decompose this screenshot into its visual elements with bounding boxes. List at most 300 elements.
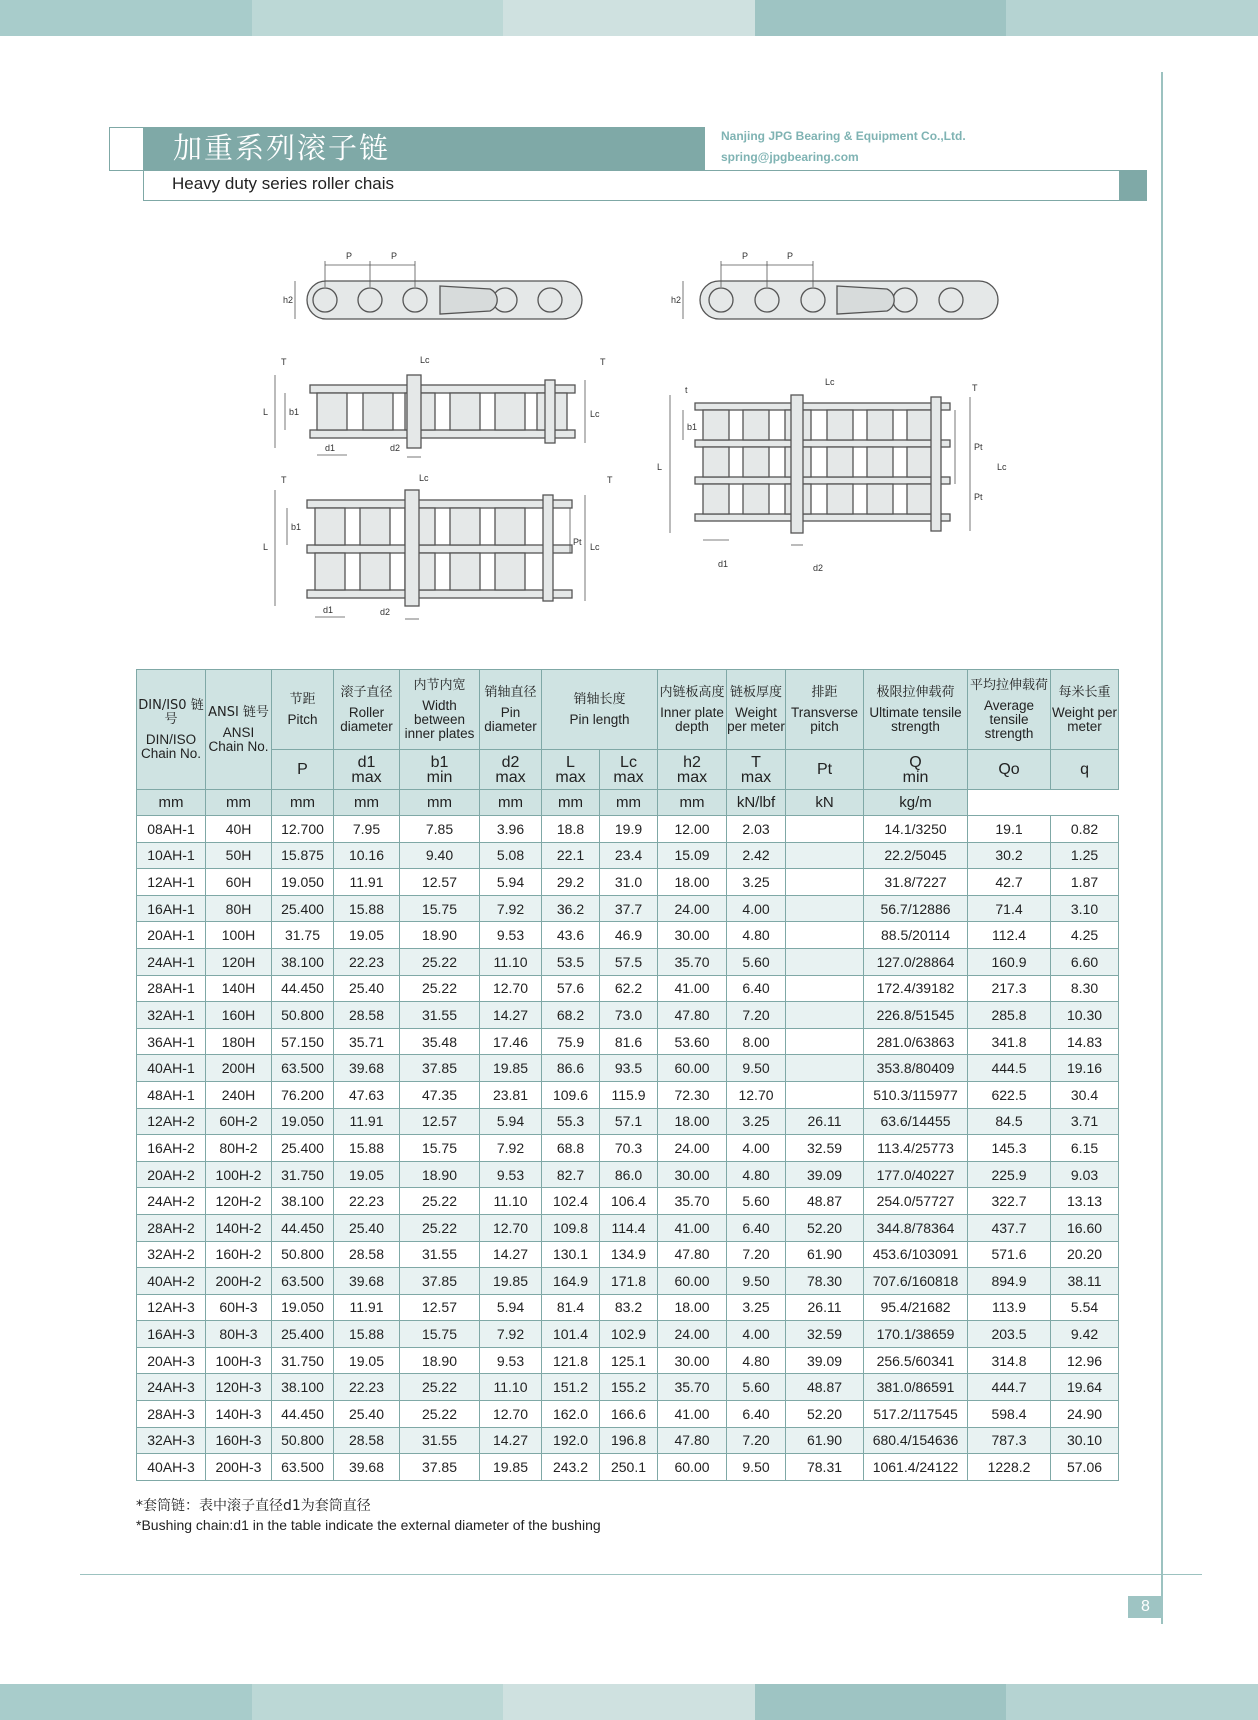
- dim-label-p: P: [346, 251, 353, 261]
- table-cell: 68.2: [542, 1002, 600, 1029]
- table-cell: 256.5/60341: [864, 1347, 968, 1374]
- header-weight: 每米长重 Weight per meter: [1051, 670, 1119, 750]
- dim-label-p-3: P: [742, 251, 749, 261]
- table-cell: 35.70: [658, 1188, 727, 1215]
- table-cell: 28AH-3: [137, 1401, 206, 1428]
- table-cell: 24AH-3: [137, 1374, 206, 1401]
- right-margin-line: [1161, 72, 1163, 1624]
- table-cell: 35.70: [658, 948, 727, 975]
- table-cell: 13.13: [1051, 1188, 1119, 1215]
- table-cell: 8.00: [727, 1028, 786, 1055]
- table-cell: 2.42: [727, 842, 786, 869]
- table-cell: 16AH-3: [137, 1321, 206, 1348]
- table-cell: 32AH-3: [137, 1427, 206, 1454]
- table-cell: 203.5: [968, 1321, 1051, 1348]
- table-cell: 166.6: [600, 1401, 658, 1428]
- sym-lc: Lc max: [600, 750, 658, 790]
- table-row: [137, 1188, 1119, 1215]
- table-cell: 172.4/39182: [864, 975, 968, 1002]
- table-cell: 48.87: [786, 1188, 864, 1215]
- table-cell: 25.22: [400, 1374, 480, 1401]
- table-cell: 29.2: [542, 869, 600, 896]
- table-cell: 22.23: [334, 1374, 400, 1401]
- table-cell: 240H: [206, 1081, 272, 1108]
- dim-label-d2-2: d2: [380, 607, 391, 617]
- table-cell: 47.80: [658, 1427, 727, 1454]
- table-cell: 24.90: [1051, 1401, 1119, 1428]
- table-cell: 31.8/7227: [864, 869, 968, 896]
- table-cell: 50.800: [272, 1002, 334, 1029]
- table-cell: 52.20: [786, 1401, 864, 1428]
- table-cell: 9.03: [1051, 1161, 1119, 1188]
- table-cell: 1.25: [1051, 842, 1119, 869]
- table-cell: 41.00: [658, 1401, 727, 1428]
- table-cell: 82.7: [542, 1161, 600, 1188]
- table-cell: [786, 895, 864, 922]
- table-cell: 30.2: [968, 842, 1051, 869]
- table-cell: 517.2/117545: [864, 1401, 968, 1428]
- bottom-color-band: [0, 1684, 1258, 1720]
- dim-label-l: L: [263, 407, 269, 417]
- dim-label-lc: Lc: [420, 355, 430, 365]
- table-cell: 571.6: [968, 1241, 1051, 1268]
- table-cell: 25.40: [334, 975, 400, 1002]
- table-cell: 4.80: [727, 922, 786, 949]
- table-row: [137, 975, 1119, 1002]
- table-row: [137, 1454, 1119, 1481]
- table-cell: 19.85: [480, 1268, 542, 1295]
- table-cell: 31.750: [272, 1347, 334, 1374]
- table-cell: 100H-3: [206, 1347, 272, 1374]
- dim-label-b1: b1: [289, 407, 300, 417]
- table-cell: 57.6: [542, 975, 600, 1002]
- table-cell: 40AH-1: [137, 1055, 206, 1082]
- table-cell: 598.4: [968, 1401, 1051, 1428]
- table-cell: 22.2/5045: [864, 842, 968, 869]
- table-cell: 72.30: [658, 1081, 727, 1108]
- sym-p: P: [272, 750, 334, 790]
- dim-label-t-3: T: [281, 475, 287, 485]
- table-cell: 20AH-2: [137, 1161, 206, 1188]
- table-cell: 9.50: [727, 1268, 786, 1295]
- table-cell: 5.94: [480, 1108, 542, 1135]
- table-cell: 510.3/115977: [864, 1081, 968, 1108]
- top-view-simplex: [310, 375, 575, 448]
- table-cell: 48AH-1: [137, 1081, 206, 1108]
- table-cell: 1061.4/24122: [864, 1454, 968, 1481]
- table-cell: 39.09: [786, 1347, 864, 1374]
- table-cell: 12AH-3: [137, 1294, 206, 1321]
- table-cell: 24.00: [658, 895, 727, 922]
- table-cell: 3.71: [1051, 1108, 1119, 1135]
- dim-label-d1-2: d1: [323, 605, 334, 615]
- table-row: [137, 895, 1119, 922]
- title-frame: [109, 127, 143, 171]
- table-cell: 32.59: [786, 1135, 864, 1162]
- header-plate-depth: 内链板高度 Inner plate depth: [658, 670, 727, 750]
- table-cell: 9.42: [1051, 1321, 1119, 1348]
- dim-label-lc-6: Lc: [997, 462, 1007, 472]
- table-cell: 5.60: [727, 948, 786, 975]
- sym-q0: Qo: [968, 750, 1051, 790]
- table-cell: 125.1: [600, 1347, 658, 1374]
- table-cell: 127.0/28864: [864, 948, 968, 975]
- table-cell: 36.2: [542, 895, 600, 922]
- table-cell: 12.70: [480, 975, 542, 1002]
- title-tab: [1119, 170, 1147, 201]
- table-row: [137, 1002, 1119, 1029]
- table-cell: 5.60: [727, 1188, 786, 1215]
- table-cell: 25.400: [272, 895, 334, 922]
- table-row: [137, 869, 1119, 896]
- table-cell: 30.00: [658, 1347, 727, 1374]
- table-cell: 53.60: [658, 1028, 727, 1055]
- table-cell: 75.9: [542, 1028, 600, 1055]
- table-cell: 36AH-1: [137, 1028, 206, 1055]
- table-cell: 71.4: [968, 895, 1051, 922]
- table-cell: 47.63: [334, 1081, 400, 1108]
- dim-label-p-2: P: [391, 251, 398, 261]
- table-cell: 26.11: [786, 1294, 864, 1321]
- table-cell: 78.30: [786, 1268, 864, 1295]
- table-cell: 140H: [206, 975, 272, 1002]
- table-cell: 50.800: [272, 1241, 334, 1268]
- table-cell: 4.80: [727, 1347, 786, 1374]
- table-cell: 37.85: [400, 1268, 480, 1295]
- unit-cell: kN: [786, 790, 864, 816]
- table-cell: 42.7: [968, 869, 1051, 896]
- table-row: [137, 1268, 1119, 1295]
- table-cell: 9.53: [480, 922, 542, 949]
- table-cell: 109.6: [542, 1081, 600, 1108]
- table-cell: 680.4/154636: [864, 1427, 968, 1454]
- table-cell: 47.35: [400, 1081, 480, 1108]
- table-cell: 140H-2: [206, 1214, 272, 1241]
- table-cell: 112.4: [968, 922, 1051, 949]
- header-transverse-pitch: 排距 Transverse pitch: [786, 670, 864, 750]
- table-cell: 177.0/40227: [864, 1161, 968, 1188]
- table-cell: 16AH-2: [137, 1135, 206, 1162]
- table-cell: 14.27: [480, 1002, 542, 1029]
- table-cell: 43.6: [542, 922, 600, 949]
- table-cell: 31.55: [400, 1002, 480, 1029]
- table-cell: 19.1: [968, 816, 1051, 843]
- dim-label-p-4: P: [787, 251, 794, 261]
- unit-cell: mm: [137, 790, 206, 816]
- table-cell: 18.90: [400, 1161, 480, 1188]
- header-average-strength: 平均拉伸载荷 Average tensile strength: [968, 670, 1051, 750]
- table-cell: 68.8: [542, 1135, 600, 1162]
- table-cell: 63.500: [272, 1055, 334, 1082]
- table-cell: 14.1/3250: [864, 816, 968, 843]
- table-cell: 31.75: [272, 922, 334, 949]
- table-cell: 19.9: [600, 816, 658, 843]
- table-cell: 19.64: [1051, 1374, 1119, 1401]
- dim-label-h2: h2: [283, 295, 294, 305]
- table-cell: 61.90: [786, 1427, 864, 1454]
- table-cell: 19.16: [1051, 1055, 1119, 1082]
- table-cell: 12AH-1: [137, 869, 206, 896]
- table-row: [137, 922, 1119, 949]
- table-cell: 18.00: [658, 869, 727, 896]
- table-cell: 86.0: [600, 1161, 658, 1188]
- table-row: [137, 842, 1119, 869]
- table-cell: 226.8/51545: [864, 1002, 968, 1029]
- dim-label-t-4: T: [607, 475, 613, 485]
- table-cell: 622.5: [968, 1081, 1051, 1108]
- table-cell: 155.2: [600, 1374, 658, 1401]
- dim-label-lc-2: Lc: [590, 409, 600, 419]
- table-cell: 322.7: [968, 1188, 1051, 1215]
- company-name: Nanjing JPG Bearing & Equipment Co.,Ltd.: [721, 129, 966, 143]
- table-cell: 19.05: [334, 1161, 400, 1188]
- table-cell: 35.48: [400, 1028, 480, 1055]
- table-cell: 38.11: [1051, 1268, 1119, 1295]
- table-cell: 12.70: [727, 1081, 786, 1108]
- table-cell: 9.53: [480, 1347, 542, 1374]
- table-cell: 113.4/25773: [864, 1135, 968, 1162]
- unit-cell: mm: [480, 790, 542, 816]
- table-cell: 78.31: [786, 1454, 864, 1481]
- table-cell: 28.58: [334, 1241, 400, 1268]
- table-cell: 171.8: [600, 1268, 658, 1295]
- table-cell: [786, 922, 864, 949]
- table-cell: 344.8/78364: [864, 1214, 968, 1241]
- table-cell: 60H: [206, 869, 272, 896]
- table-cell: 9.40: [400, 842, 480, 869]
- table-cell: 18.90: [400, 1347, 480, 1374]
- table-cell: 19.050: [272, 1294, 334, 1321]
- table-cell: 20AH-1: [137, 922, 206, 949]
- table-cell: 32.59: [786, 1321, 864, 1348]
- table-cell: 200H-2: [206, 1268, 272, 1295]
- table-cell: 41.00: [658, 975, 727, 1002]
- table-cell: 160H-2: [206, 1241, 272, 1268]
- table-cell: 100H-2: [206, 1161, 272, 1188]
- sym-b1: b1 min: [400, 750, 480, 790]
- table-cell: 5.08: [480, 842, 542, 869]
- table-cell: 6.40: [727, 1214, 786, 1241]
- table-cell: 24AH-2: [137, 1188, 206, 1215]
- table-cell: 35.70: [658, 1374, 727, 1401]
- sym-d1: d1 max: [334, 750, 400, 790]
- table-cell: 151.2: [542, 1374, 600, 1401]
- table-cell: 200H: [206, 1055, 272, 1082]
- table-row: [137, 1161, 1119, 1188]
- table-cell: [786, 948, 864, 975]
- sym-h2: h2 max: [658, 750, 727, 790]
- table-cell: 160.9: [968, 948, 1051, 975]
- table-cell: 5.60: [727, 1374, 786, 1401]
- table-cell: 180H: [206, 1028, 272, 1055]
- table-cell: 30.00: [658, 1161, 727, 1188]
- table-cell: 444.7: [968, 1374, 1051, 1401]
- table-cell: 453.6/103091: [864, 1241, 968, 1268]
- table-cell: 12.57: [400, 1294, 480, 1321]
- table-cell: 19.050: [272, 869, 334, 896]
- table-cell: 47.80: [658, 1002, 727, 1029]
- table-cell: 7.92: [480, 1135, 542, 1162]
- table-cell: 7.20: [727, 1241, 786, 1268]
- table-cell: 15.75: [400, 1321, 480, 1348]
- table-cell: 18.00: [658, 1294, 727, 1321]
- table-cell: 11.10: [480, 1374, 542, 1401]
- table-cell: 50.800: [272, 1427, 334, 1454]
- table-cell: 53.5: [542, 948, 600, 975]
- unit-cell: mm: [206, 790, 272, 816]
- company-email: spring@jpgbearing.com: [721, 150, 859, 164]
- table-cell: 25.22: [400, 1214, 480, 1241]
- table-cell: 114.4: [600, 1214, 658, 1241]
- table-cell: 121.8: [542, 1347, 600, 1374]
- table-row: [137, 816, 1119, 843]
- table-cell: 170.1/38659: [864, 1321, 968, 1348]
- table-cell: 281.0/63863: [864, 1028, 968, 1055]
- table-cell: 57.06: [1051, 1454, 1119, 1481]
- table-cell: 12.70: [480, 1214, 542, 1241]
- table-cell: 88.5/20114: [864, 922, 968, 949]
- footer-line: [80, 1574, 1202, 1575]
- table-cell: 63.500: [272, 1454, 334, 1481]
- table-cell: 60.00: [658, 1268, 727, 1295]
- header-pitch: 节距 Pitch: [272, 670, 334, 750]
- table-cell: 4.00: [727, 1135, 786, 1162]
- table-cell: 6.40: [727, 1401, 786, 1428]
- table-cell: 7.92: [480, 895, 542, 922]
- table-cell: 4.80: [727, 1161, 786, 1188]
- sym-pt: Pt: [786, 750, 864, 790]
- footnote-cn: *套筒链：表中滚子直径d1为套筒直径: [136, 1498, 371, 1514]
- table-cell: 196.8: [600, 1427, 658, 1454]
- table-cell: 3.10: [1051, 895, 1119, 922]
- table-cell: 7.85: [400, 816, 480, 843]
- header-pin-length: 销轴长度 Pin length: [542, 670, 658, 750]
- table-cell: [786, 1055, 864, 1082]
- table-cell: 444.5: [968, 1055, 1051, 1082]
- table-cell: 62.2: [600, 975, 658, 1002]
- header-din: DIN/IS0 链号 DIN/ISO Chain No.: [137, 670, 206, 790]
- table-cell: 19.85: [480, 1454, 542, 1481]
- table-cell: 4.25: [1051, 922, 1119, 949]
- dim-label-l-2: L: [263, 542, 269, 552]
- table-row: [137, 1214, 1119, 1241]
- dim-label-d2-3: d2: [813, 563, 824, 573]
- unit-cell: kg/m: [864, 790, 968, 816]
- table-cell: 3.96: [480, 816, 542, 843]
- dim-label-d1: d1: [325, 443, 336, 453]
- table-row: [137, 1081, 1119, 1108]
- table-cell: 31.55: [400, 1427, 480, 1454]
- table-cell: 160H-3: [206, 1427, 272, 1454]
- table-cell: 10.30: [1051, 1002, 1119, 1029]
- table-cell: 9.50: [727, 1454, 786, 1481]
- table-cell: 44.450: [272, 975, 334, 1002]
- table-cell: 37.85: [400, 1454, 480, 1481]
- table-cell: 31.0: [600, 869, 658, 896]
- table-cell: 12.96: [1051, 1347, 1119, 1374]
- table-cell: 61.90: [786, 1241, 864, 1268]
- dim-label-t-5: T: [972, 383, 978, 393]
- table-row: [137, 1427, 1119, 1454]
- table-cell: 46.9: [600, 922, 658, 949]
- dim-label-h2-2: h2: [671, 295, 682, 305]
- table-cell: [786, 1081, 864, 1108]
- top-view-duplex: [307, 490, 572, 606]
- dim-label-d1-3: d1: [718, 559, 729, 569]
- table-cell: 81.6: [600, 1028, 658, 1055]
- table-cell: 10AH-1: [137, 842, 206, 869]
- table-cell: 52.20: [786, 1214, 864, 1241]
- table-cell: 4.00: [727, 1321, 786, 1348]
- dim-label-lc-5: Lc: [825, 377, 835, 387]
- footnotes: [136, 1497, 601, 1535]
- table-cell: 120H-2: [206, 1188, 272, 1215]
- table-cell: 5.94: [480, 869, 542, 896]
- table-cell: 40H: [206, 816, 272, 843]
- table-cell: [786, 816, 864, 843]
- table-cell: 60H-3: [206, 1294, 272, 1321]
- page-title-cn: 加重系列滚子链: [143, 127, 705, 170]
- table-cell: 08AH-1: [137, 816, 206, 843]
- table-cell: 25.22: [400, 948, 480, 975]
- table-cell: 162.0: [542, 1401, 600, 1428]
- table-cell: 707.6/160818: [864, 1268, 968, 1295]
- table-cell: 25.22: [400, 1188, 480, 1215]
- table-cell: [786, 975, 864, 1002]
- table-cell: 15.88: [334, 895, 400, 922]
- table-cell: 39.68: [334, 1454, 400, 1481]
- table-cell: 145.3: [968, 1135, 1051, 1162]
- table-cell: 15.75: [400, 1135, 480, 1162]
- table-cell: 44.450: [272, 1401, 334, 1428]
- header-roller: 滚子直径 Roller diameter: [334, 670, 400, 750]
- table-cell: 95.4/21682: [864, 1294, 968, 1321]
- table-cell: 14.27: [480, 1427, 542, 1454]
- header-plate-thickness: 链板厚度 Weight per meter: [727, 670, 786, 750]
- table-cell: 18.90: [400, 922, 480, 949]
- table-row: [137, 1055, 1119, 1082]
- table-cell: 25.22: [400, 1401, 480, 1428]
- table-cell: 83.2: [600, 1294, 658, 1321]
- table-cell: 24AH-1: [137, 948, 206, 975]
- unit-cell: mm: [600, 790, 658, 816]
- table-cell: 101.4: [542, 1321, 600, 1348]
- table-cell: 11.91: [334, 1294, 400, 1321]
- table-row: [137, 1241, 1119, 1268]
- top-view-triplex: [695, 395, 950, 533]
- table-cell: 164.9: [542, 1268, 600, 1295]
- table-cell: 93.5: [600, 1055, 658, 1082]
- dim-label-pt-3: Pt: [974, 492, 983, 502]
- chain-diagram: [255, 245, 1025, 635]
- table-cell: 76.200: [272, 1081, 334, 1108]
- table-cell: 102.9: [600, 1321, 658, 1348]
- table-cell: 11.10: [480, 948, 542, 975]
- table-cell: 28AH-2: [137, 1214, 206, 1241]
- unit-cell: mm: [334, 790, 400, 816]
- table-cell: 140H-3: [206, 1401, 272, 1428]
- dim-label-lc-4: Lc: [590, 542, 600, 552]
- table-cell: 894.9: [968, 1268, 1051, 1295]
- top-color-band: [0, 0, 1258, 36]
- header-ansi: ANSI 链号 ANSI Chain No.: [206, 670, 272, 790]
- header-width: 内节内宽 Width between inner plates: [400, 670, 480, 750]
- table-cell: 12.57: [400, 1108, 480, 1135]
- table-cell: 8.30: [1051, 975, 1119, 1002]
- sym-d2: d2 max: [480, 750, 542, 790]
- table-cell: 32AH-1: [137, 1002, 206, 1029]
- page-title-en: Heavy duty series roller chais: [172, 174, 395, 193]
